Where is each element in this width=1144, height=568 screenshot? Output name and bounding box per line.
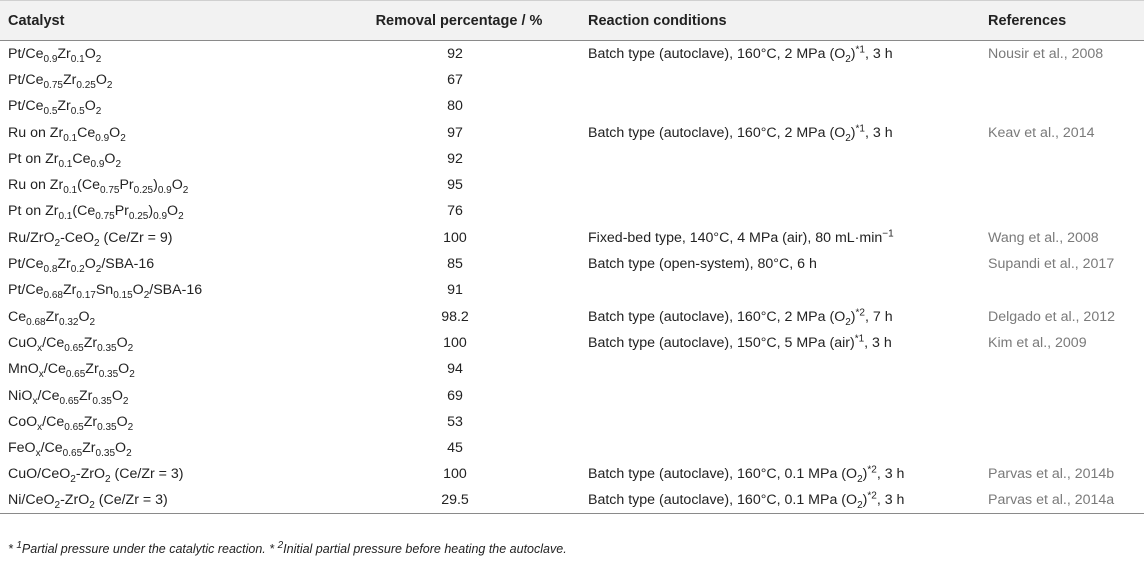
reference-cell [980,435,1144,461]
reaction-conditions-cell [580,172,980,198]
subscript-text: 0.17 [76,290,96,302]
subscript-text: 2 [115,158,122,170]
text-segment: Zr [62,282,77,299]
text-segment: Zr [57,98,71,115]
reference-cell [980,277,1144,303]
text-segment: /SBA-16 [101,256,155,273]
reaction-conditions-cell [580,119,980,145]
table-row [0,67,1144,93]
removal-percentage-cell: 97 [447,124,463,141]
reference-cell: Kim et al., 2009 [988,334,1087,351]
reaction-conditions-cell [580,67,980,93]
text-segment: Zr [62,71,77,88]
text-segment: Pt/Ce [8,45,44,62]
reference-cell: Supandi et al., 2017 [988,256,1115,273]
header-references: References [980,1,1144,41]
superscript-text: 1 [16,539,22,551]
reaction-conditions-cell [580,461,980,487]
text-segment: Pt on Zr [8,150,59,167]
text-segment: , 3 h [864,45,893,62]
text-segment: Zr [57,45,71,62]
subscript-text: 0.35 [95,447,116,459]
removal-percentage-cell: 29.5 [330,488,580,514]
subscript-text: 0.8 [43,263,58,275]
text-segment: Zr [57,256,71,273]
subscript-text: 0.32 [59,316,79,328]
table-row [0,198,1144,224]
table-row [0,41,1144,67]
removal-percentage-cell: 100 [443,229,467,246]
catalyst-cell [0,488,330,514]
text-segment: (Ce/Zr = 3) [94,492,168,509]
subscript-text: 2 [95,263,102,275]
text-segment: Ce [77,124,96,141]
superscript-text: *1 [855,122,865,134]
text-segment: Pt/Ce [8,71,44,88]
text-segment: Zr [45,308,60,325]
subscript-text: 0.75 [95,211,115,223]
reference-cell: Parvas et al., 2014b [988,466,1115,483]
reaction-conditions-cell [580,356,980,382]
text-segment: Ni/CeO [8,492,55,509]
table-row [0,356,1144,382]
subscript-text: 0.75 [99,184,120,196]
subscript-text: x [35,447,41,459]
text-segment: Initial partial pressure before heating the autoclave. [283,542,567,556]
text-segment: O [109,124,121,141]
subscript-text: 2 [105,474,111,486]
subscript-text: 0.1 [63,132,78,144]
subscript-text: 0.35 [98,369,119,381]
text-segment: -ZrO [60,492,90,509]
subscript-text: 0.65 [64,421,84,433]
subscript-text: 0.15 [113,290,133,302]
subscript-text: 0.65 [59,395,79,407]
text-segment: Ru/ZrO [8,229,55,246]
subscript-text: 0.5 [70,106,85,118]
subscript-text: 2 [120,132,126,144]
table-footnote [8,539,567,556]
subscript-text: 0.35 [97,342,117,354]
reference-cell [980,93,1144,119]
text-segment: , 3 h [876,492,905,509]
removal-percentage-cell: 92 [447,150,463,167]
text-segment: /Ce [37,387,60,404]
subscript-text: x [37,342,43,354]
text-segment: Ru on Zr [8,124,64,141]
subscript-text: 0.9 [90,158,105,170]
subscript-text: 2 [106,79,113,91]
reference-cell [980,146,1144,172]
text-segment: O [78,308,90,325]
reference-cell: Keav et al., 2014 [988,124,1095,141]
subscript-text: 0.65 [64,342,84,354]
text-segment: , 3 h [876,466,905,483]
superscript-text: −1 [882,227,894,239]
catalyst-cell [0,119,330,145]
text-segment: /Ce [40,440,63,457]
text-segment: (Ce/Zr = 9) [99,229,173,246]
text-segment: -CeO [60,229,94,246]
superscript-text: *1 [854,333,865,345]
table-row [0,461,1144,487]
text-segment: Batch type (autoclave), 160°C, 0.1 MPa (O [588,492,858,509]
text-segment: /Ce [43,361,66,378]
subscript-text: 0.5 [43,106,58,118]
text-segment: CuO [8,334,38,351]
subscript-text: 2 [178,211,184,223]
text-segment: -ZrO [75,466,106,483]
text-segment: (Ce [77,177,100,194]
text-segment: /Ce [42,413,65,430]
reaction-conditions-cell [580,251,980,277]
text-segment: ) [850,45,856,62]
header-catalyst: Catalyst [0,1,330,41]
removal-percentage-cell: 53 [447,413,463,430]
catalyst-cell [0,251,330,277]
subscript-text: 0.68 [43,290,63,302]
text-segment: Zr [83,413,98,430]
reaction-conditions-cell [580,198,980,224]
text-segment: , 3 h [864,124,893,141]
subscript-text: 0.68 [26,316,46,328]
superscript-text: *2 [867,464,877,476]
subscript-text: 0.9 [95,132,110,144]
reaction-conditions-cell [580,93,980,119]
reaction-conditions-cell [580,382,980,408]
catalyst-cell [0,303,330,329]
table-row [0,172,1144,198]
catalyst-cell [0,198,330,224]
subscript-text: 2 [54,500,61,512]
subscript-text: 2 [95,106,102,118]
reference-cell [980,172,1144,198]
text-segment: ) [153,177,158,194]
subscript-text: x [37,421,43,433]
text-segment: Zr [78,387,93,404]
text-segment: O [167,203,179,220]
header-reaction-conditions: Reaction conditions [580,1,980,41]
text-segment: Pt/Ce [8,98,44,115]
text-segment: Pt/Ce [8,256,44,273]
table-row [0,225,1144,251]
subscript-text: 2 [70,474,76,486]
subscript-text: 2 [54,237,61,249]
reaction-conditions-cell [580,435,980,461]
table-header-row [0,1,1144,41]
text-segment: ) [862,466,868,483]
catalyst-cell [0,41,330,67]
subscript-text: 2 [845,316,851,328]
removal-percentage-cell: 76 [447,203,463,220]
text-segment: O [84,98,96,115]
catalyst-cell [0,67,330,93]
text-segment: Pr [114,203,129,220]
text-segment: O [118,361,130,378]
text-segment: ) [148,203,154,220]
text-segment: (Ce [72,203,96,220]
subscript-text: 2 [89,316,96,328]
text-segment: O [111,387,123,404]
text-segment: FeO [8,440,36,457]
reaction-conditions-cell [580,303,980,329]
catalyst-cell [0,225,330,251]
superscript-text: *2 [867,490,877,502]
text-segment: Ce [72,150,91,167]
subscript-text: 2 [143,290,150,302]
text-segment: O [132,282,144,299]
text-segment: Pt on Zr [8,203,59,220]
subscript-text: 2 [95,53,102,65]
reference-cell: Nousir et al., 2008 [988,45,1104,62]
text-segment: Batch type (autoclave), 160°C, 0.1 MPa (O [588,466,858,483]
text-segment: Batch type (autoclave), 160°C, 2 MPa (O [588,308,846,325]
catalyst-cell [0,146,330,172]
table-row [0,303,1144,329]
catalyst-cell [0,93,330,119]
removal-percentage-cell: 45 [447,440,463,457]
removal-percentage-cell: 80 [447,98,463,115]
subscript-text: 2 [89,500,95,512]
subscript-text: 2 [129,369,135,381]
text-segment: Pr [119,177,134,194]
subscript-text: 0.25 [128,211,149,223]
removal-percentage-cell: 85 [447,256,463,273]
reference-cell [980,67,1144,93]
subscript-text: 2 [127,421,134,433]
reaction-conditions-cell [580,488,980,514]
reaction-conditions-cell [580,146,980,172]
text-segment: ) [850,308,856,325]
text-segment: , 7 h [864,308,893,325]
subscript-text: 0.2 [70,263,85,275]
subscript-text: 2 [127,342,134,354]
text-segment: Zr [85,361,99,378]
text-segment: O [84,256,96,273]
text-segment: Batch type (autoclave), 160°C, 2 MPa (O [588,124,846,141]
text-segment: O [116,334,128,351]
subscript-text: x [32,395,38,407]
subscript-text: 2 [845,132,851,144]
reaction-conditions-cell [580,41,980,67]
subscript-text: 2 [845,53,851,65]
table-row [0,435,1144,461]
subscript-text: 0.65 [62,447,83,459]
superscript-text: 2 [277,539,284,551]
reaction-conditions-cell [580,330,980,356]
text-segment: MnO [8,361,39,378]
text-segment: O [95,71,107,88]
catalyst-cell [0,356,330,382]
header-removal-percentage: Removal percentage / % [330,1,580,41]
catalyst-cell [0,461,330,487]
text-segment: Fixed-bed type, 140°C, 4 MPa (air), 80 mL·min [588,229,883,246]
text-segment: Ru on Zr [8,177,64,194]
subscript-text: 0.35 [97,421,117,433]
subscript-text: 0.9 [43,53,58,65]
text-segment: O [104,150,116,167]
subscript-text: 0.75 [43,79,63,91]
removal-percentage-cell: 91 [447,282,463,299]
reaction-conditions-cell [580,225,980,251]
text-segment: O [84,45,96,62]
subscript-text: 0.1 [63,184,78,196]
subscript-text: 2 [182,184,189,196]
removal-percentage-cell: 69 [447,387,463,404]
text-segment: /Ce [42,334,65,351]
subscript-text: x [38,369,44,381]
text-segment: Batch type (autoclave), 150°C, 5 MPa (air) [588,334,855,351]
removal-percentage-cell: 98.2 [441,308,469,325]
reference-cell: Wang et al., 2008 [988,229,1099,246]
subscript-text: 0.9 [153,211,168,223]
removal-percentage-cell: 100 [443,334,467,351]
catalyst-cell [0,382,330,408]
table-row [0,409,1144,435]
table-row [0,251,1144,277]
text-segment: (Ce/Zr = 3) [110,466,184,483]
reference-cell [980,382,1144,408]
text-segment: Batch type (open-system), 80°C, 6 h [588,256,817,273]
removal-percentage-cell: 100 [443,466,467,483]
text-segment: O [115,440,127,457]
subscript-text: 2 [857,474,863,486]
text-segment: Sn [95,282,114,299]
text-segment: O [171,177,183,194]
reaction-conditions-cell [580,409,980,435]
superscript-text: *2 [855,306,865,318]
table-body [0,41,1144,514]
reference-cell [980,409,1144,435]
text-segment: ) [850,124,856,141]
reference-cell [980,356,1144,382]
text-segment: Zr [82,440,96,457]
subscript-text: 0.9 [157,184,172,196]
text-segment: , 3 h [864,334,892,351]
text-segment: Pt/Ce [8,282,44,299]
catalyst-cell [0,277,330,303]
subscript-text: 0.1 [70,53,85,65]
table-row [0,382,1144,408]
table-row [0,277,1144,303]
subscript-text: 0.25 [133,184,154,196]
table-row [0,488,1144,514]
catalyst-cell [0,409,330,435]
text-segment: CuO/CeO [8,466,71,483]
subscript-text: 2 [857,500,863,512]
superscript-text: *1 [855,44,865,56]
text-segment: ) [862,492,868,509]
subscript-text: 0.65 [65,369,86,381]
text-segment: * [8,542,17,556]
text-segment: /SBA-16 [149,282,203,299]
catalyst-cell [0,172,330,198]
table-row [0,119,1144,145]
catalyst-cell [0,330,330,356]
text-segment: CoO [8,413,38,430]
subscript-text: 2 [93,237,100,249]
subscript-text: 2 [126,447,132,459]
subscript-text: 0.1 [58,158,73,170]
text-segment: Partial pressure under the catalytic reaction. * [21,542,278,556]
text-segment: O [116,413,128,430]
text-segment: NiO [8,387,33,404]
text-segment: Ce [8,308,27,325]
subscript-text: 2 [122,395,129,407]
removal-percentage-cell: 92 [447,45,463,62]
removal-percentage-cell: 67 [447,71,463,88]
reference-cell [980,198,1144,224]
subscript-text: 0.1 [58,211,73,223]
text-segment: Zr [83,334,98,351]
table-row [0,146,1144,172]
subscript-text: 0.35 [92,395,112,407]
table-row [0,330,1144,356]
reaction-conditions-cell [580,277,980,303]
reference-cell: Parvas et al., 2014a [980,488,1144,514]
removal-percentage-cell: 95 [447,177,463,194]
subscript-text: 0.25 [76,79,96,91]
reference-cell: Delgado et al., 2012 [988,308,1115,325]
removal-percentage-cell: 94 [447,361,463,378]
catalyst-cell [0,435,330,461]
text-segment: Batch type (autoclave), 160°C, 2 MPa (O [588,45,846,62]
table-row [0,93,1144,119]
